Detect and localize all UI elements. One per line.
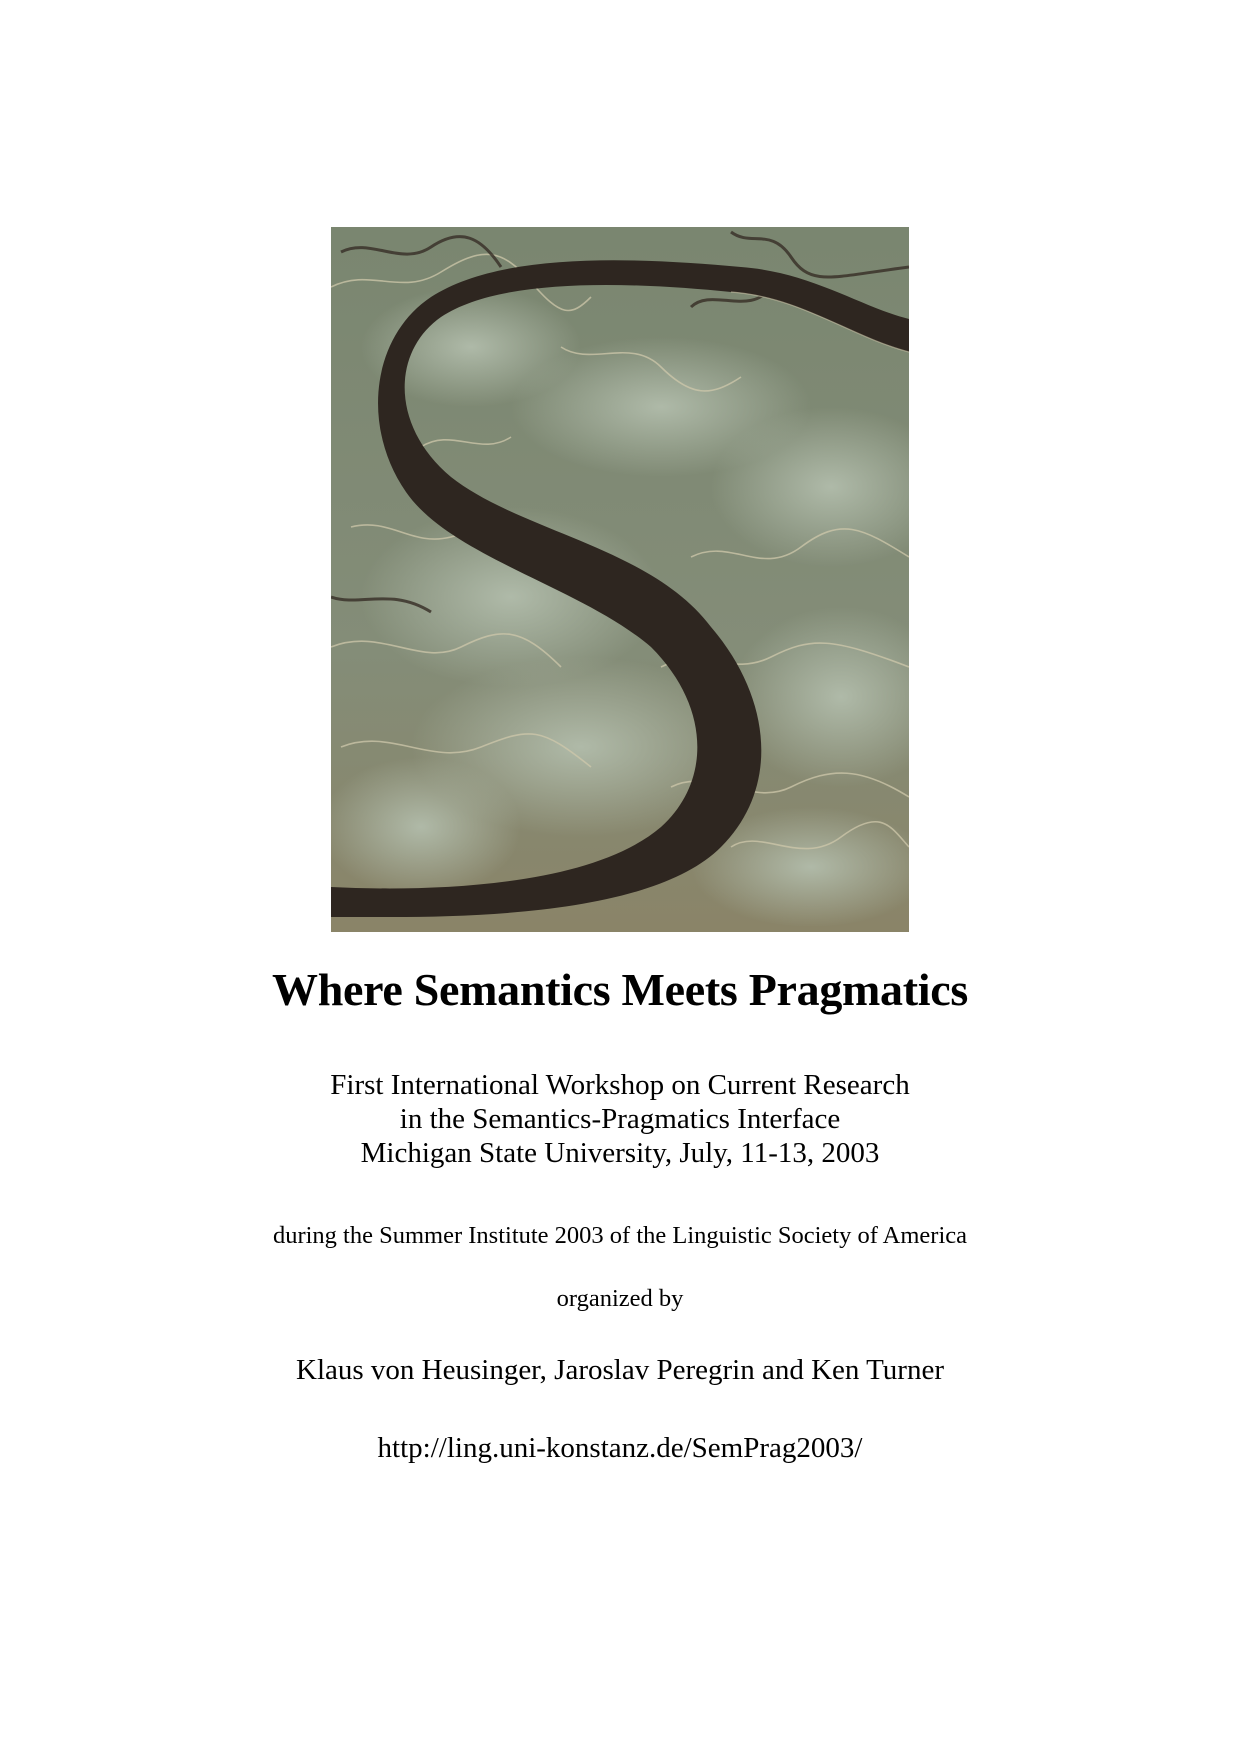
subtitle-line-1: First International Workshop on Current Research	[330, 1069, 910, 1101]
workshop-subtitle	[0, 1068, 1240, 1170]
subtitle-line-2: in the Semantics-Pragmatics Interface	[399, 1103, 841, 1135]
river-image-icon	[331, 227, 909, 932]
organizers: Klaus von Heusinger, Jaroslav Peregrin and Ken Turner	[296, 1354, 944, 1386]
workshop-url: http://ling.uni-konstanz.de/SemPrag2003/	[377, 1432, 863, 1464]
subtitle-line-3: Michigan State University, July, 11-13, 2003	[360, 1137, 880, 1169]
page-title: Where Semantics Meets Pragmatics	[272, 964, 968, 1015]
event-context: during the Summer Institute 2003 of the Linguistic Society of America	[272, 1222, 968, 1249]
cover-photo-river	[331, 227, 909, 932]
organized-by-label: organized by	[556, 1285, 684, 1312]
